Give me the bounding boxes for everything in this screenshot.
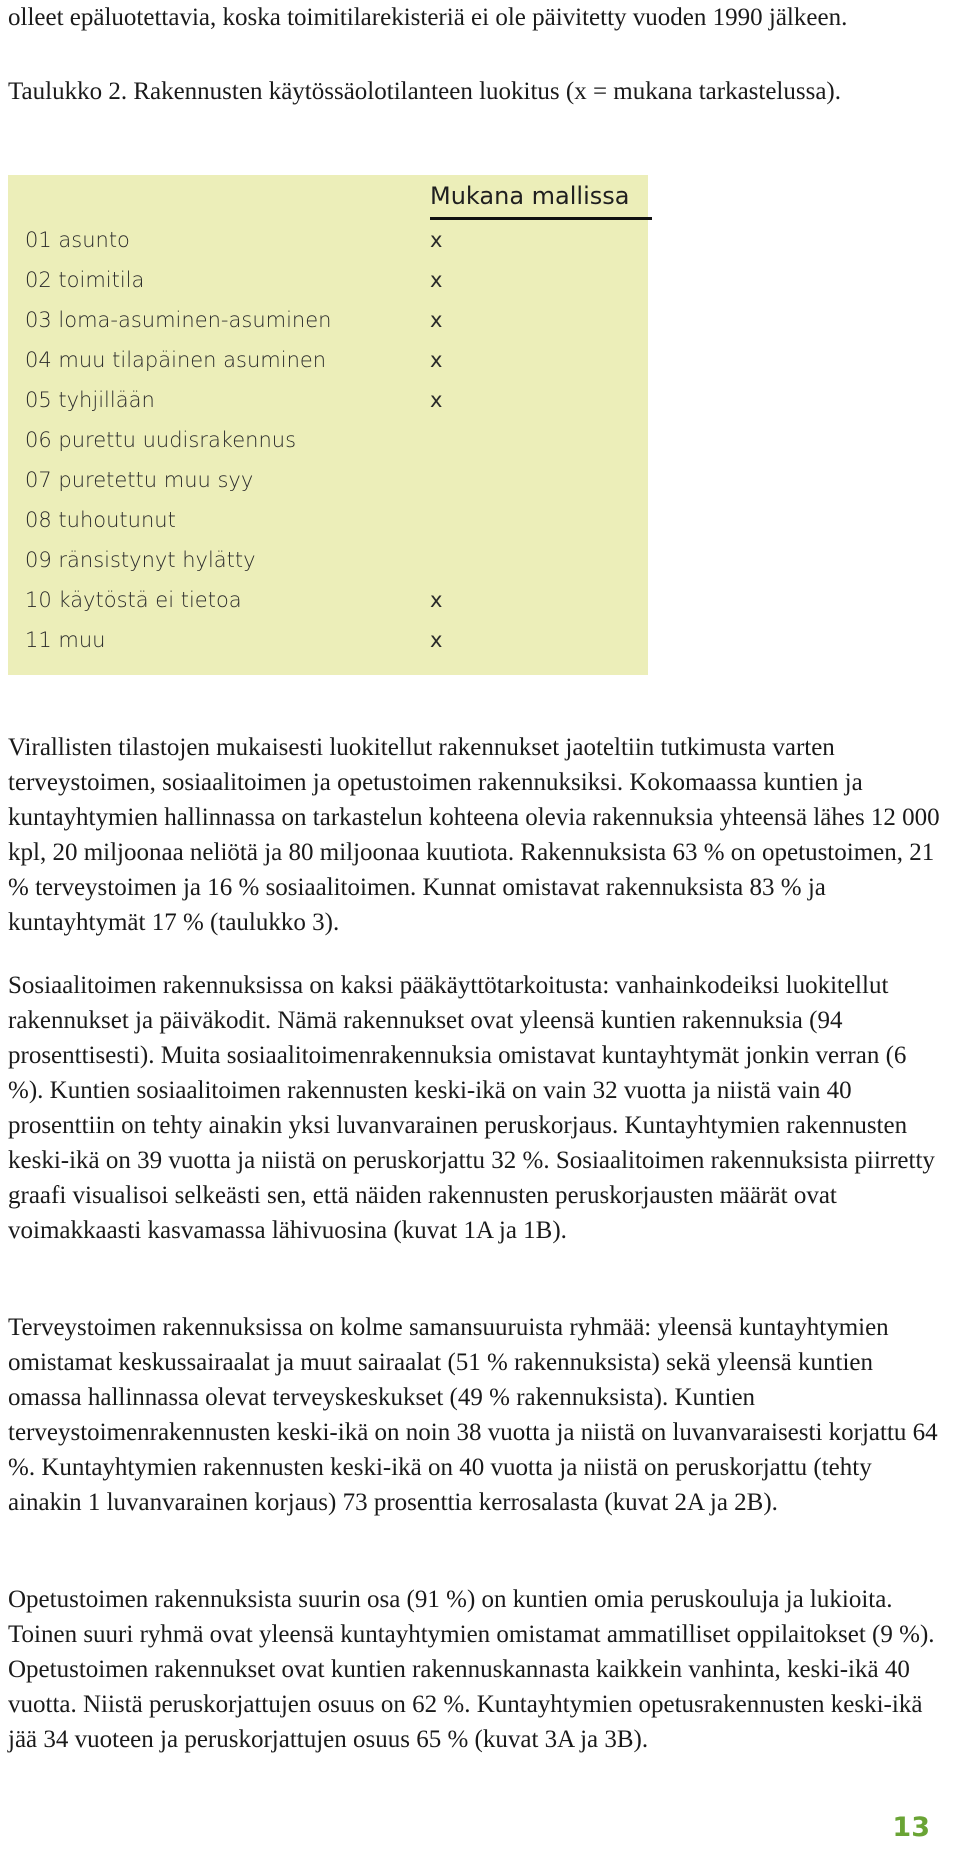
row-label: 06 purettu uudisrakennus [25, 428, 297, 452]
table-caption: Taulukko 2. Rakennusten käytössäolotilanteen luokitus (x = mukana tarkastelussa). [8, 78, 842, 105]
table-row [8, 339, 648, 379]
table-row [8, 619, 648, 659]
table-row [8, 379, 648, 419]
table-row [8, 219, 648, 259]
row-label: 08 tuhoutunut [25, 508, 176, 532]
row-mark: x [430, 588, 443, 612]
row-label: 07 puretettu muu syy [25, 468, 254, 492]
table-row [8, 499, 648, 539]
paragraph-education-services: Opetustoimen rakennuksista suurin osa (91 %) on kuntien omia peruskouluja ja lukioita. Toinen suuri ryhmä ovat yleensä kuntayhtymien omistamat ammatilliset oppilaitokset (9 %). Opetustoimen rakennukset ovat kuntien rakennuskannasta kaikkein vanhinta, keski-ikä 40 vuotta. Niistä peruskorjattujen osuus on 62 %. Kuntayhtymien opetusrakennusten keski-ikä jää 34 vuoteen ja peruskorjattujen osuus 65 % (kuvat 3A ja 3B). [8, 1586, 935, 1753]
row-mark: x [430, 308, 443, 332]
classification-table [8, 175, 648, 675]
row-mark: x [430, 628, 443, 652]
row-label: 03 loma-asuminen-asuminen [25, 308, 332, 332]
page-number: 13 [892, 1812, 930, 1843]
table-row [8, 419, 648, 459]
paragraph-social-services: Sosiaalitoimen rakennuksissa on kaksi pääkäyttötarkoitusta: vanhainkodeiksi luokitellut rakennukset ja päiväkodit. Nämä rakennukset ovat yleensä kuntien rakennuksia (94 prosenttisesti). Muita sosiaalitoimenrakennuksia omistavat kuntayhtymät jonkin verran (6 %). Kuntien sosiaalitoimen rakennusten keski-ikä on vain 32 vuotta ja niistä vain 40 prosenttiin on tehty ainakin yksi luvanvarainen peruskorjaus. Kuntayhtymien rakennusten keski-ikä on 39 vuotta ja niistä on peruskorjattu 32 %. Sosiaalitoimen rakennuksista piirretty graafi visualisoi selkeästi sen, että näiden rakennusten peruskorjausten määrät ovat voimakkaasti kasvamassa lähivuosina (kuvat 1A ja 1B). [8, 972, 935, 1244]
intro-paragraph: olleet epäluotettavia, koska toimitilarekisteriä ei ole päivitetty vuoden 1990 jälkeen. [8, 4, 848, 31]
row-label: 01 asunto [25, 228, 130, 252]
table-row [8, 459, 648, 499]
table-column-header: Mukana mallissa [430, 182, 630, 210]
row-mark: x [430, 228, 443, 252]
row-mark: x [430, 348, 443, 372]
table-row [8, 259, 648, 299]
row-mark: x [430, 388, 443, 412]
paragraph-health-services: Terveystoimen rakennuksissa on kolme samansuuruista ryhmää: yleensä kuntayhtymien omistamat keskussairaalat ja muut sairaalat (51 % rakennuksista) sekä yleensä kuntien omassa hallinnassa olevat terveyskeskukset (49 % rakennuksista). Kuntien terveystoimenrakennusten keski-ikä on noin 38 vuotta ja niistä on luvanvaraisesti korjattu 64 %. Kuntayhtymien rakennusten keski-ikä on 40 vuotta ja niistä on peruskorjattu (tehty ainakin 1 luvanvarainen korjaus) 73 prosenttia kerrosalasta (kuvat 2A ja 2B). [8, 1314, 938, 1516]
row-mark: x [430, 268, 443, 292]
table-row [8, 539, 648, 579]
row-label: 02 toimitila [25, 268, 145, 292]
row-label: 11 muu [25, 628, 106, 652]
row-label: 04 muu tilapäinen asuminen [25, 348, 327, 372]
row-label: 05 tyhjillään [25, 388, 155, 412]
table-row [8, 299, 648, 339]
row-label: 09 ränsistynyt hylätty [25, 548, 256, 572]
paragraph-building-classification: Virallisten tilastojen mukaisesti luokitellut rakennukset jaoteltiin tutkimusta varten terveystoimen, sosiaalitoimen ja opetustoimen rakennuksiksi. Kokomaassa kuntien ja kuntayhtymien hallinnassa on tarkastelun kohteena olevia rakennuksia yhteensä lähes 12 000 kpl, 20 miljoonaa neliötä ja 80 miljoonaa kuutiota. Rakennuksista 63 % on opetustoimen, 21 % terveystoimen ja 16 % sosiaalitoimen. Kunnat omistavat rakennuksista 83 % ja kuntayhtymät 17 % (taulukko 3). [8, 734, 940, 936]
row-label: 10 käytöstä ei tietoa [25, 588, 242, 612]
table-row [8, 579, 648, 619]
